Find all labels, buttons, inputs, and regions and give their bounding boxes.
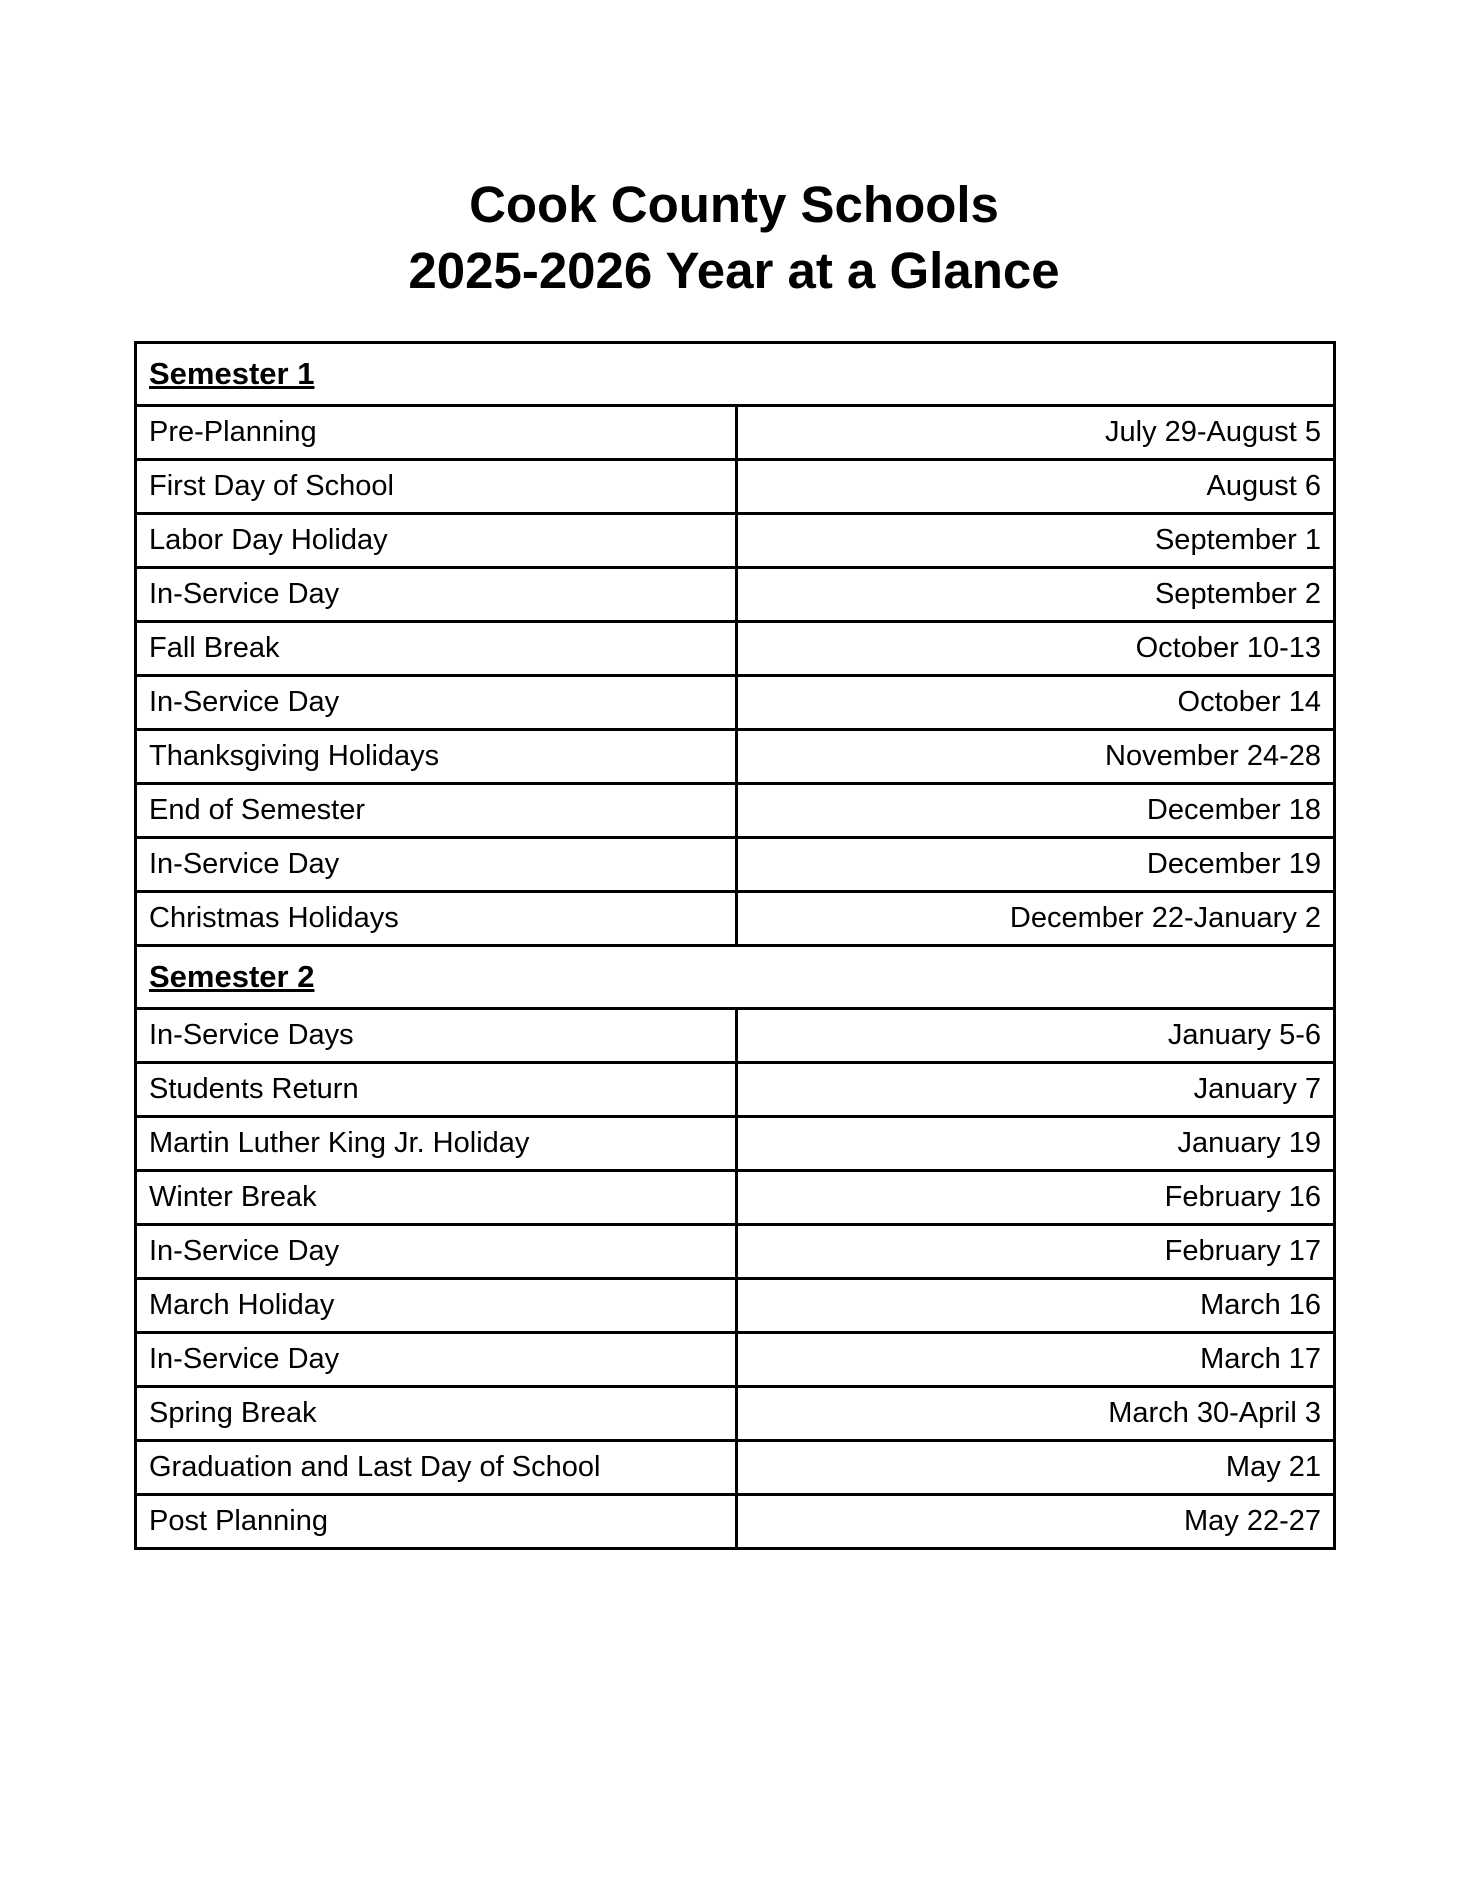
event-date: May 21 bbox=[737, 1441, 1335, 1495]
table-row bbox=[136, 784, 1335, 838]
table-row bbox=[136, 1009, 1335, 1063]
event-date: October 14 bbox=[737, 676, 1335, 730]
table-row bbox=[136, 676, 1335, 730]
event-date: December 19 bbox=[737, 838, 1335, 892]
event-name: In-Service Day bbox=[136, 838, 737, 892]
table-row bbox=[136, 1495, 1335, 1549]
table-row bbox=[136, 1387, 1335, 1441]
event-name: March Holiday bbox=[136, 1279, 737, 1333]
table-row bbox=[136, 1063, 1335, 1117]
event-date: September 1 bbox=[737, 514, 1335, 568]
table-row bbox=[136, 460, 1335, 514]
semester-header-row bbox=[136, 343, 1335, 406]
table-row bbox=[136, 1117, 1335, 1171]
table-row bbox=[136, 568, 1335, 622]
table-row bbox=[136, 1333, 1335, 1387]
table-row bbox=[136, 514, 1335, 568]
table-row bbox=[136, 1279, 1335, 1333]
event-name: In-Service Day bbox=[136, 1225, 737, 1279]
table-row bbox=[136, 406, 1335, 460]
semester-heading: Semester 1 bbox=[136, 343, 1335, 406]
event-date: January 7 bbox=[737, 1063, 1335, 1117]
event-name: Winter Break bbox=[136, 1171, 737, 1225]
event-date: October 10-13 bbox=[737, 622, 1335, 676]
event-name: In-Service Day bbox=[136, 676, 737, 730]
event-date: September 2 bbox=[737, 568, 1335, 622]
table-row bbox=[136, 1225, 1335, 1279]
event-date: March 17 bbox=[737, 1333, 1335, 1387]
table-row bbox=[136, 838, 1335, 892]
table-row bbox=[136, 730, 1335, 784]
calendar-body bbox=[136, 343, 1335, 1549]
title-line-2: 2025-2026 Year at a Glance bbox=[408, 242, 1060, 299]
event-name: In-Service Day bbox=[136, 568, 737, 622]
calendar-table bbox=[134, 341, 1336, 1550]
event-date: May 22-27 bbox=[737, 1495, 1335, 1549]
table-row bbox=[136, 1441, 1335, 1495]
event-date: November 24-28 bbox=[737, 730, 1335, 784]
semester-header-row bbox=[136, 946, 1335, 1009]
event-name: Graduation and Last Day of School bbox=[136, 1441, 737, 1495]
event-name: Thanksgiving Holidays bbox=[136, 730, 737, 784]
event-name: Students Return bbox=[136, 1063, 737, 1117]
event-name: Post Planning bbox=[136, 1495, 737, 1549]
event-date: August 6 bbox=[737, 460, 1335, 514]
event-date: January 5-6 bbox=[737, 1009, 1335, 1063]
event-date: February 16 bbox=[737, 1171, 1335, 1225]
event-name: Labor Day Holiday bbox=[136, 514, 737, 568]
event-date: February 17 bbox=[737, 1225, 1335, 1279]
event-date: March 30-April 3 bbox=[737, 1387, 1335, 1441]
event-name: In-Service Day bbox=[136, 1333, 737, 1387]
title-line-1: Cook County Schools bbox=[469, 176, 999, 233]
event-date: December 18 bbox=[737, 784, 1335, 838]
event-name: First Day of School bbox=[136, 460, 737, 514]
event-date: March 16 bbox=[737, 1279, 1335, 1333]
table-row bbox=[136, 1171, 1335, 1225]
table-row bbox=[136, 622, 1335, 676]
page-title bbox=[0, 172, 1468, 304]
event-name: In-Service Days bbox=[136, 1009, 737, 1063]
semester-heading: Semester 2 bbox=[136, 946, 1335, 1009]
event-name: End of Semester bbox=[136, 784, 737, 838]
event-name: Martin Luther King Jr. Holiday bbox=[136, 1117, 737, 1171]
table-row bbox=[136, 892, 1335, 946]
event-date: January 19 bbox=[737, 1117, 1335, 1171]
event-name: Fall Break bbox=[136, 622, 737, 676]
event-name: Spring Break bbox=[136, 1387, 737, 1441]
event-name: Christmas Holidays bbox=[136, 892, 737, 946]
event-name: Pre-Planning bbox=[136, 406, 737, 460]
event-date: December 22-January 2 bbox=[737, 892, 1335, 946]
event-date: July 29-August 5 bbox=[737, 406, 1335, 460]
